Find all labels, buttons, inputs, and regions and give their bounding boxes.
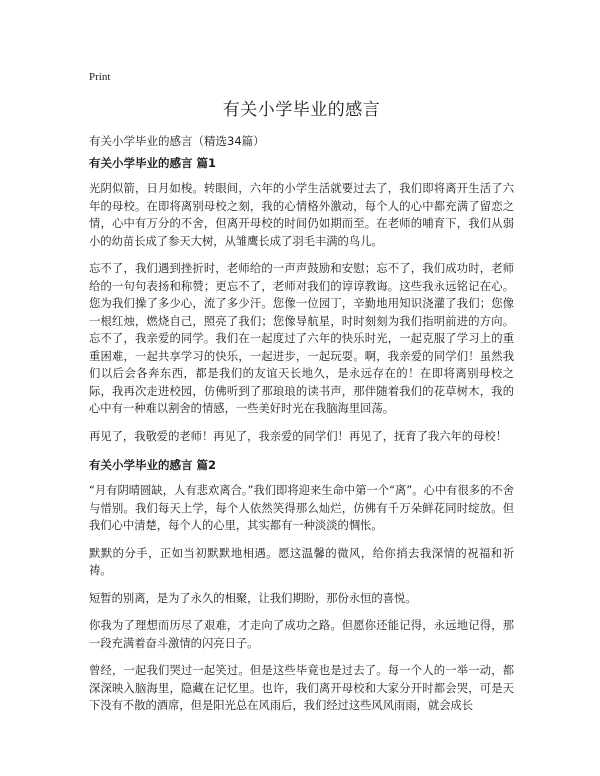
print-link[interactable]: Print (89, 71, 111, 83)
paragraph: 再见了，我敬爱的老师！再见了，我亲爱的同学们！再见了，抚育了我六年的母校！ (89, 429, 507, 443)
paragraph: 曾经，一起我们哭过一起笑过。但是这些毕竟也是过去了。每一个人的一举一动，都深深映入脑海里，隐藏在记忆里。也许，我们离开母校和大家分开时都会哭，可是天下没有不散的酒席，但是阳光总在风雨后，我们经过这些风风雨雨，就会成长 (89, 664, 514, 712)
document-content (89, 155, 514, 725)
paragraph: 默默的分手，正如当初默默地相遇。愿这温馨的微风，给你捎去我深情的祝福和祈祷。 (89, 546, 514, 577)
essay-section-1 (89, 155, 514, 445)
section-heading: 有关小学毕业的感言 篇2 (89, 458, 217, 472)
document-subtitle: 有关小学毕业的感言（精选34篇） (89, 134, 265, 148)
paragraph: 你我为了理想而历尽了艰难，才走向了成功之路。但愿你还能记得，永远地记得，那一段充满着奋斗激情的闪亮日子。 (89, 619, 514, 650)
paragraph: 光阴似箭，日月如梭。转眼间，六年的小学生活就要过去了，我们即将离开生活了六年的母校。在即将离别母校之刻，我的心情格外激动，每个人的心中都充满了留恋之情，心中有万分的不舍，但离开母校的时间仍如期而至。在老师的哺育下，我们从弱小的幼苗长成了参天大树，从雏鹰长成了羽毛丰满的鸟儿。 (89, 182, 514, 248)
paragraph: 短暂的别离，是为了永久的相聚，让我们期盼，那份永恒的喜悦。 (89, 591, 417, 605)
page-title: 有关小学毕业的感言 (222, 100, 381, 120)
section-heading: 有关小学毕业的感言 篇1 (89, 156, 217, 170)
essay-section-2 (89, 457, 514, 715)
paragraph: 忘不了，我们遇到挫折时，老师给的一声声鼓励和安慰；忘不了，我们成功时，老师给的一句句表扬和称赞；更忘不了，老师对我们的谆谆教诲。这些我永远铭记在心。您为我们操了多少心，流了多少汗。您像一位园丁，辛勤地用知识浇灌了我们；您像一根红烛，燃烧自己，照亮了我们；您像导航星，时时刻刻为我们指明前进的方向。忘不了，我亲爱的同学。我们在一起度过了六年的快乐时光，一起克服了学习上的重重困难，一起共享学习的快乐，一起进步，一起玩耍。啊，我亲爱的同学们！虽然我们以后会各奔东西，都是我们的友谊天长地久，是永远存在的！在即将离别母校之际，我再次走进校园，仿佛听到了那琅琅的读书声，那伴随着我们的花草树木，我的心中有一种难以割舍的情感，一些美好时光在我脑海里回荡。 (89, 262, 514, 415)
paragraph: “月有阴晴圆缺，人有悲欢离合。”我们即将迎来生命中第一个“离”。心中有很多的不舍与惜别。我们每天上学，每个人依然笑得那么灿烂，仿佛有千万朵鲜花同时绽放。但我们心中清楚，每个人的心里，其实都有一种淡淡的惆怅。 (89, 484, 514, 532)
